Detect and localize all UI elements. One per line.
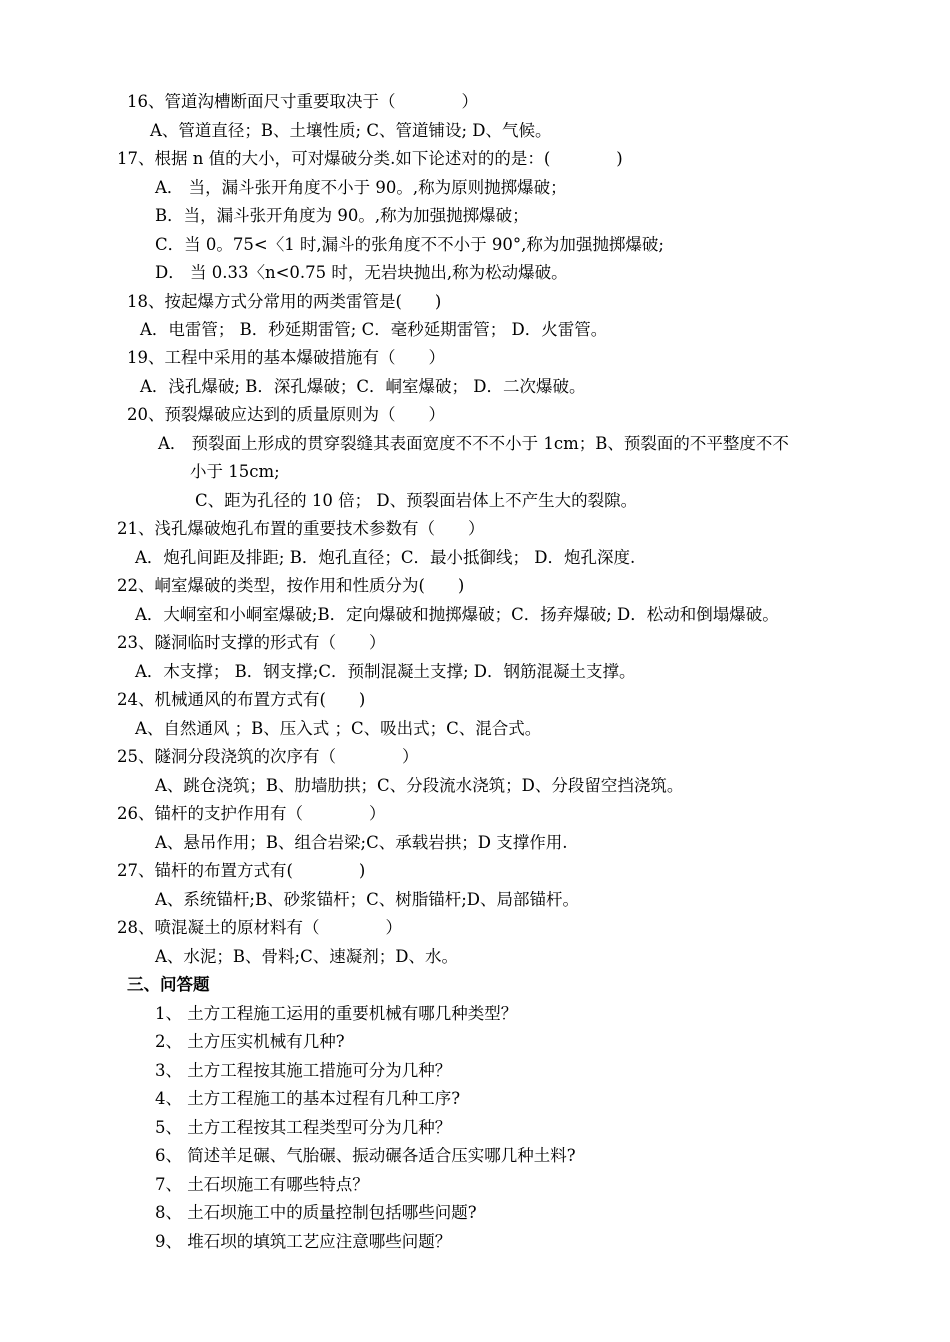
options-19: A．浅孔爆破; B．深孔爆破；C．峒室爆破； D．二次爆破。 xyxy=(140,377,586,396)
question-23: 23、隧洞临时支撑的形式有（ ） xyxy=(117,633,386,652)
question-28: 28、喷混凝土的原材料有（ ） xyxy=(117,918,402,937)
question-26: 26、锚杆的支护作用有（ ） xyxy=(117,804,386,823)
options-25: A、跳仓浇筑；B、肋墙肋拱；C、分段流水浇筑；D、分段留空挡浇筑。 xyxy=(155,776,684,795)
essay-question-1: 1、 土方工程施工运用的重要机械有哪几种类型？ xyxy=(155,1004,518,1023)
question-19: 19、工程中采用的基本爆破措施有（ ） xyxy=(127,348,445,367)
option-17c: C．当 0。75<〈1 时,漏斗的张角度不不小于 90°,称为加强抛掷爆破; xyxy=(155,235,664,254)
essay-question-8: 8、 土石坝施工中的质量控制包括哪些问题? xyxy=(155,1203,477,1222)
option-20cd: C、距为孔径的 10 倍； D、预裂面岩体上不产生大的裂隙。 xyxy=(195,491,638,510)
question-16: 16、管道沟槽断面尺寸重要取决于（ ） xyxy=(127,92,478,111)
options-18: A．电雷管； B．秒延期雷管; C．毫秒延期雷管； D．火雷管。 xyxy=(140,320,608,339)
question-18: 18、按起爆方式分常用的两类雷管是( ) xyxy=(127,292,442,311)
essay-question-3: 3、 土方工程按其施工措施可分为几种？ xyxy=(155,1061,452,1080)
essay-question-9: 9、 堆石坝的填筑工艺应注意哪些问题？ xyxy=(155,1232,452,1251)
options-26: A、悬吊作用；B、组合岩梁;C、承载岩拱；D 支撑作用. xyxy=(155,833,568,852)
question-24: 24、机械通风的布置方式有( ) xyxy=(117,690,366,709)
option-17b: B．当，漏斗张开角度为 90。,称为加强抛掷爆破； xyxy=(155,206,529,225)
essay-question-5: 5、 土方工程按其工程类型可分为几种？ xyxy=(155,1118,452,1137)
section-heading: 三、问答题 xyxy=(127,975,210,994)
essay-question-6: 6、 简述羊足碾、气胎碾、振动碾各适合压实哪几种土料? xyxy=(155,1146,576,1165)
options-27: A、系统锚杆;B、砂浆锚杆；C、树脂锚杆;D、局部锚杆。 xyxy=(155,890,580,909)
option-17d: D． 当 0.33〈n<0.75 时，无岩块抛出,称为松动爆破。 xyxy=(155,263,568,282)
options-24: A、自然通风 ；B、压入式 ；C、吸出式；C、混合式。 xyxy=(135,719,542,738)
question-22: 22、峒室爆破的类型，按作用和性质分为( ) xyxy=(117,576,465,595)
option-20a-cont: 小于 15cm; xyxy=(190,462,280,481)
option-17a: A． 当，漏斗张开角度不小于 90。,称为原则抛掷爆破； xyxy=(155,178,567,197)
question-25: 25、隧洞分段浇筑的次序有（ ） xyxy=(117,747,419,766)
question-17: 17、根据 n 值的大小，可对爆破分类.如下论述对的的是：( ) xyxy=(117,149,623,168)
options-22: A．大峒室和小峒室爆破;B．定向爆破和抛掷爆破；C．扬弃爆破; D．松动和倒塌爆破。 xyxy=(135,605,779,624)
options-16: A、管道直径；B、土壤性质; C、管道铺设; D、气候。 xyxy=(150,121,552,140)
question-20: 20、预裂爆破应达到的质量原则为（ ） xyxy=(127,405,445,424)
essay-question-2: 2、 土方压实机械有几种? xyxy=(155,1032,345,1051)
question-21: 21、浅孔爆破炮孔布置的重要技术参数有（ ） xyxy=(117,519,485,538)
options-23: A．木支撑； B．钢支撑;C．预制混凝土支撑; D．钢筋混凝土支撑。 xyxy=(135,662,636,681)
essay-question-7: 7、 土石坝施工有哪些特点？ xyxy=(155,1175,369,1194)
option-20a: A． 预裂面上形成的贯穿裂缝其表面宽度不不不小于 1cm；B、预裂面的不平整度不不 xyxy=(158,434,789,453)
options-28: A、水泥；B、骨料;C、速凝剂；D、水。 xyxy=(155,947,458,966)
question-27: 27、锚杆的布置方式有( ) xyxy=(117,861,366,880)
options-21: A．炮孔间距及排距; B．炮孔直径；C．最小抵御线； D．炮孔深度. xyxy=(135,548,636,567)
essay-question-4: 4、 土方工程施工的基本过程有几种工序? xyxy=(155,1089,461,1108)
